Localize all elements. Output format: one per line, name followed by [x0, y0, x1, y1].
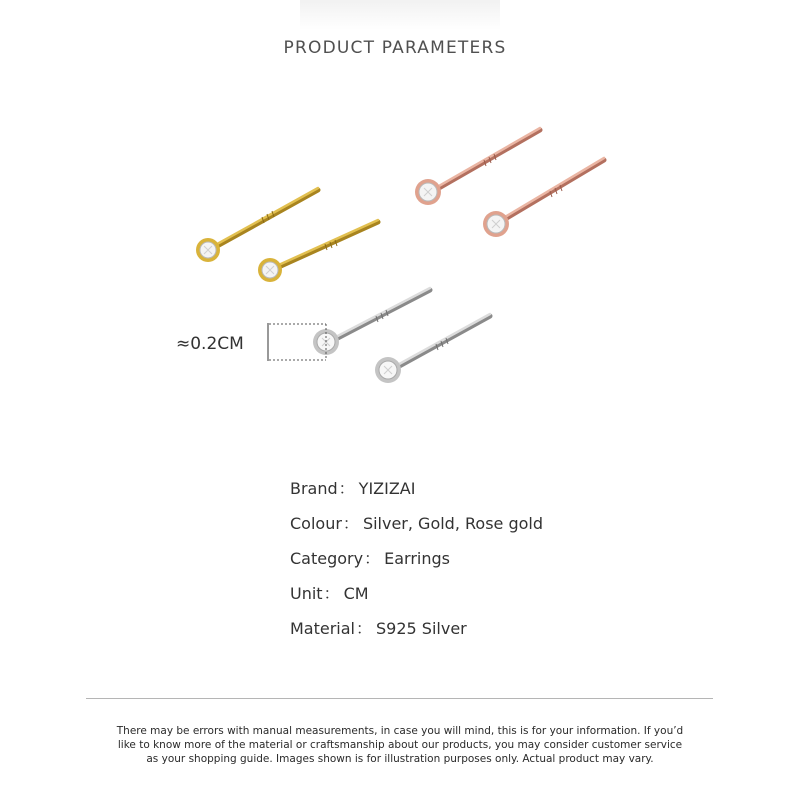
disclaimer [90, 724, 710, 766]
page-title: PRODUCT PARAMETERS [283, 38, 507, 58]
rose-earring-left [415, 128, 540, 205]
disclaimer-line: There may be errors with manual measurements, in case you will mind, this is for your information. If you’d [116, 725, 684, 737]
param-value: Silver, Gold, Rose gold [362, 514, 544, 533]
param-key: Brand [290, 479, 338, 498]
gold-earring-left [196, 188, 318, 262]
product-parameters [290, 476, 543, 651]
param-key: Material [290, 619, 355, 638]
param-separator: ： [342, 514, 359, 533]
param-value: S925 Silver [376, 619, 467, 638]
disclaimer-line: as your shopping guide. Images shown is for illustration purposes only. Actual product may vary. [146, 753, 654, 765]
param-separator: ： [356, 619, 373, 638]
param-category [290, 546, 543, 581]
param-value: YIZIZAI [358, 479, 416, 498]
param-colour [290, 511, 543, 546]
param-key: Unit [290, 584, 323, 603]
param-material [290, 616, 543, 651]
silver-earring-left [313, 288, 430, 355]
rose-earring-right [483, 158, 604, 237]
disclaimer-line: like to know more of the material or craftsmanship about our products, you may consider customer service [117, 739, 683, 751]
param-brand [290, 476, 543, 511]
silver-earring-right [375, 314, 490, 383]
size-label: ≈0.2CM [176, 334, 244, 354]
param-separator: ： [338, 479, 355, 498]
param-key: Colour [290, 514, 342, 533]
gold-earring-right [258, 220, 378, 282]
param-separator: ： [323, 584, 340, 603]
param-unit [290, 581, 543, 616]
param-key: Category [290, 549, 364, 568]
divider [86, 698, 713, 699]
param-value: CM [343, 584, 369, 603]
param-value: Earrings [384, 549, 450, 568]
param-separator: ： [364, 549, 381, 568]
